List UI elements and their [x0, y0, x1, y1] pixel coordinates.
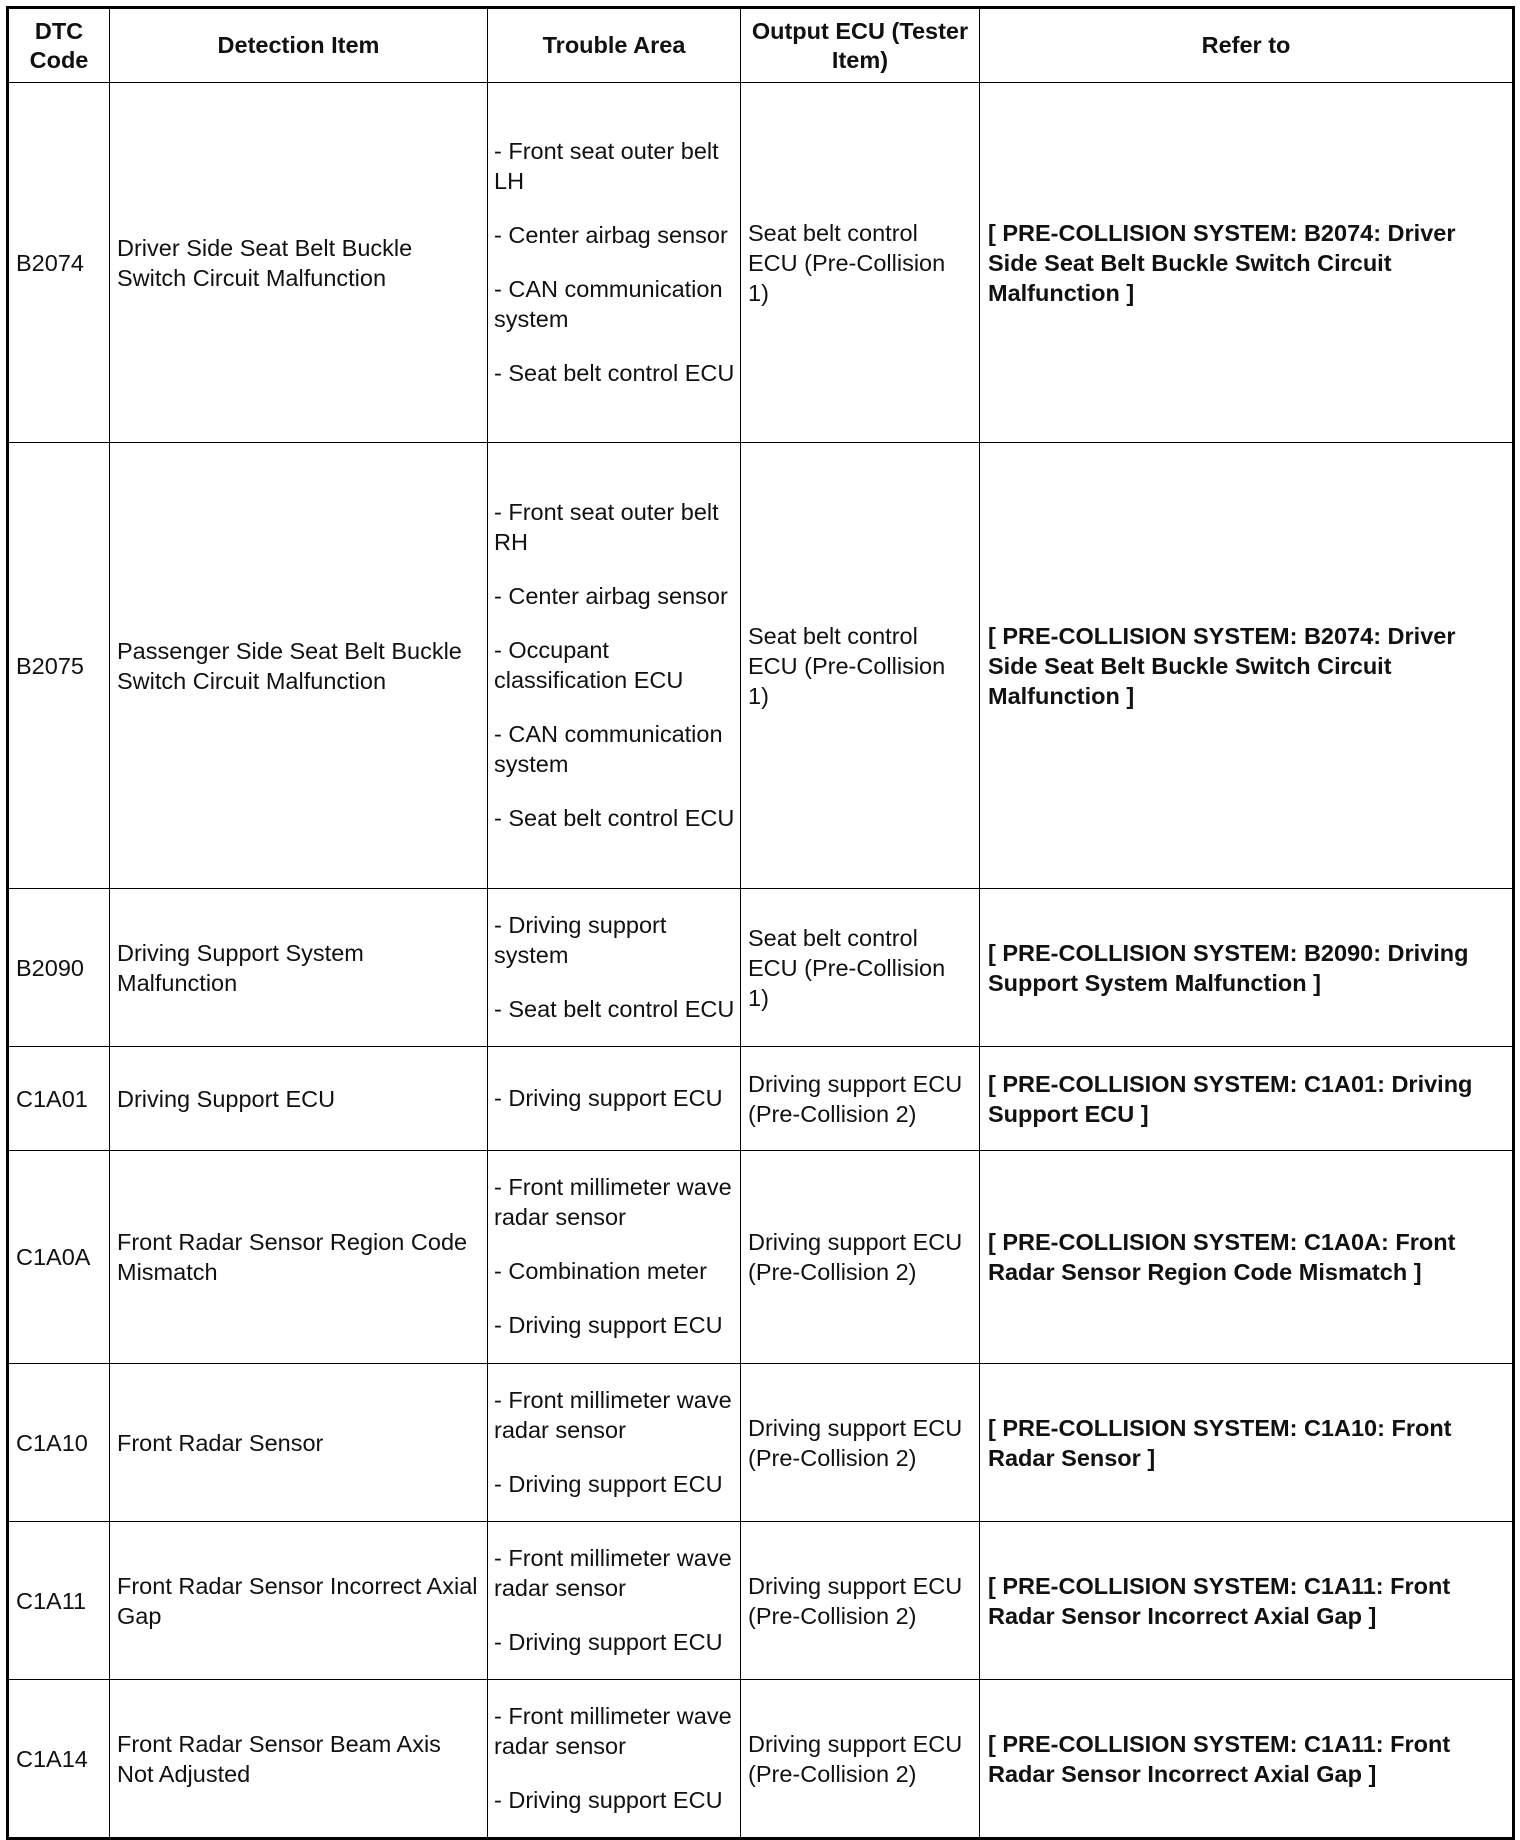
trouble-area-item: - Driving support ECU: [494, 1786, 723, 1813]
trouble-area-item: - Seat belt control ECU: [494, 995, 735, 1022]
refer-to-cell: [ PRE-COLLISION SYSTEM: C1A11: Front Radar Sensor Incorrect Axial Gap ]: [980, 1680, 1514, 1839]
detection-item-cell: Driver Side Seat Belt Buckle Switch Circuit Malfunction: [110, 83, 488, 443]
table-row: [8, 83, 1514, 443]
trouble-area-item: - Seat belt control ECU: [494, 359, 735, 386]
trouble-area-item: - CAN communication system: [494, 275, 723, 332]
trouble-area-item: - Center airbag sensor: [494, 582, 728, 609]
output-ecu-cell: Seat belt control ECU (Pre-Collision 1): [741, 443, 980, 889]
trouble-area-cell: [488, 443, 741, 889]
trouble-area-item: - Front millimeter wave radar sensor: [494, 1702, 732, 1759]
dtc-code-cell: C1A10: [8, 1364, 110, 1522]
detection-item-cell: Driving Support ECU: [110, 1047, 488, 1151]
dtc-code-cell: C1A0A: [8, 1151, 110, 1364]
trouble-area-item: - CAN communication system: [494, 720, 723, 777]
trouble-area-item: - Driving support ECU: [494, 1084, 723, 1111]
output-ecu-cell: Driving support ECU (Pre-Collision 2): [741, 1151, 980, 1364]
dtc-table: [6, 6, 1515, 1840]
trouble-area-item: - Front seat outer belt RH: [494, 498, 719, 555]
header-dtc-code: DTC Code: [8, 8, 110, 83]
trouble-area-cell: [488, 83, 741, 443]
trouble-area-cell: [488, 1364, 741, 1522]
table-row: [8, 443, 1514, 889]
refer-to-cell: [ PRE-COLLISION SYSTEM: C1A11: Front Radar Sensor Incorrect Axial Gap ]: [980, 1522, 1514, 1680]
trouble-area-item: - Combination meter: [494, 1258, 707, 1284]
trouble-area-item: - Driving support ECU: [494, 1470, 723, 1497]
table-row: [8, 1364, 1514, 1522]
dtc-code-cell: C1A14: [8, 1680, 110, 1839]
dtc-code-cell: C1A01: [8, 1047, 110, 1151]
dtc-code-cell: B2074: [8, 83, 110, 443]
trouble-area-cell: [488, 1680, 741, 1839]
table-row: [8, 1680, 1514, 1839]
output-ecu-cell: Driving support ECU (Pre-Collision 2): [741, 1047, 980, 1151]
detection-item-cell: Front Radar Sensor Beam Axis Not Adjusted: [110, 1680, 488, 1839]
header-trouble-area: Trouble Area: [488, 8, 741, 83]
detection-item-cell: Front Radar Sensor Incorrect Axial Gap: [110, 1522, 488, 1680]
trouble-area-item: - Seat belt control ECU: [494, 804, 735, 831]
dtc-code-cell: B2075: [8, 443, 110, 889]
table-row: [8, 1522, 1514, 1680]
refer-to-cell: [ PRE-COLLISION SYSTEM: B2074: Driver Side Seat Belt Buckle Switch Circuit Malfunction ]: [980, 443, 1514, 889]
trouble-area-item: - Occupant classification ECU: [494, 636, 684, 693]
trouble-area-item: - Front millimeter wave radar sensor: [494, 1544, 732, 1601]
dtc-code-cell: C1A11: [8, 1522, 110, 1680]
detection-item-cell: Front Radar Sensor: [110, 1364, 488, 1522]
trouble-area-cell: [488, 889, 741, 1047]
refer-to-cell: [ PRE-COLLISION SYSTEM: B2090: Driving Support System Malfunction ]: [980, 889, 1514, 1047]
header-refer-to: Refer to: [980, 8, 1514, 83]
table-body: [8, 83, 1514, 1839]
output-ecu-cell: Driving support ECU (Pre-Collision 2): [741, 1364, 980, 1522]
output-ecu-cell: Driving support ECU (Pre-Collision 2): [741, 1680, 980, 1839]
trouble-area-cell: [488, 1522, 741, 1680]
table-row: [8, 1047, 1514, 1151]
detection-item-cell: Driving Support System Malfunction: [110, 889, 488, 1047]
trouble-area-item: - Driving support system: [494, 911, 667, 968]
output-ecu-cell: Seat belt control ECU (Pre-Collision 1): [741, 889, 980, 1047]
refer-to-cell: [ PRE-COLLISION SYSTEM: C1A01: Driving Support ECU ]: [980, 1047, 1514, 1151]
trouble-area-item: - Front millimeter wave radar sensor: [494, 1386, 732, 1443]
output-ecu-cell: Seat belt control ECU (Pre-Collision 1): [741, 83, 980, 443]
trouble-area-cell: [488, 1151, 741, 1364]
detection-item-cell: Front Radar Sensor Region Code Mismatch: [110, 1151, 488, 1364]
table-row: [8, 889, 1514, 1047]
dtc-code-cell: B2090: [8, 889, 110, 1047]
header-output-ecu: Output ECU (Tester Item): [741, 8, 980, 83]
trouble-area-item: - Driving support ECU: [494, 1312, 723, 1338]
refer-to-cell: [ PRE-COLLISION SYSTEM: C1A10: Front Radar Sensor ]: [980, 1364, 1514, 1522]
refer-to-cell: [ PRE-COLLISION SYSTEM: B2074: Driver Side Seat Belt Buckle Switch Circuit Malfunction ]: [980, 83, 1514, 443]
header-detection-item: Detection Item: [110, 8, 488, 83]
trouble-area-cell: [488, 1047, 741, 1151]
trouble-area-item: - Driving support ECU: [494, 1628, 723, 1655]
table-header-row: [8, 8, 1514, 83]
trouble-area-item: - Front millimeter wave radar sensor: [494, 1174, 732, 1230]
trouble-area-item: - Front seat outer belt LH: [494, 137, 719, 194]
trouble-area-item: - Center airbag sensor: [494, 221, 728, 248]
detection-item-cell: Passenger Side Seat Belt Buckle Switch Circuit Malfunction: [110, 443, 488, 889]
table-row: [8, 1151, 1514, 1364]
output-ecu-cell: Driving support ECU (Pre-Collision 2): [741, 1522, 980, 1680]
refer-to-cell: [ PRE-COLLISION SYSTEM: C1A0A: Front Radar Sensor Region Code Mismatch ]: [980, 1151, 1514, 1364]
